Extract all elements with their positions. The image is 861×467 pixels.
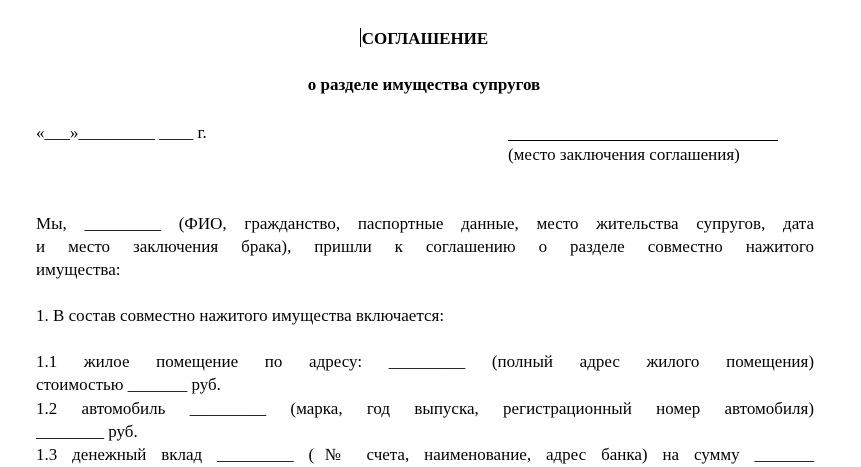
item-1-3-line-1: 1.3 денежный вклад _________ (№ счета, наименование, адрес банка) на сумму _______ <box>36 445 814 464</box>
item-1-2-paragraph <box>36 397 814 443</box>
place-underline <box>508 140 778 141</box>
intro-paragraph <box>36 212 814 281</box>
intro-line-2: и место заключения брака), пришли к соглашению о разделе совместно нажитого <box>36 237 814 256</box>
item-1-2-line-1: 1.2 автомобиль _________ (марка, год выпуска, регистрационный номер автомобиля) <box>36 399 814 418</box>
intro-line-3: имущества: <box>36 260 121 279</box>
item-1-1-line-2: стоимостью _______ руб. <box>36 375 221 394</box>
intro-line-1: Мы, _________ (ФИО, гражданство, паспортные данные, место жительства супругов, дата <box>36 214 814 233</box>
document-title-text: СОГЛАШЕНИЕ <box>361 29 489 48</box>
item-1-1-paragraph <box>36 350 814 396</box>
item-1-paragraph <box>36 304 814 327</box>
document-title <box>0 28 848 50</box>
item-1-1-line-1: 1.1 жилое помещение по адресу: _________ (полный адрес жилого помещения) <box>36 352 814 371</box>
place-caption: (место заключения соглашения) <box>508 145 740 164</box>
text-cursor <box>360 28 361 47</box>
item-1-3-paragraph <box>36 443 814 466</box>
item-1-2-line-2: ________ руб. <box>36 422 138 441</box>
item-1-text: 1. В состав совместно нажитого имущества включается: <box>36 306 445 325</box>
document-subtitle: о разделе имущества супругов <box>307 75 541 94</box>
date-line: «___»_________ ____ г. <box>36 123 207 142</box>
